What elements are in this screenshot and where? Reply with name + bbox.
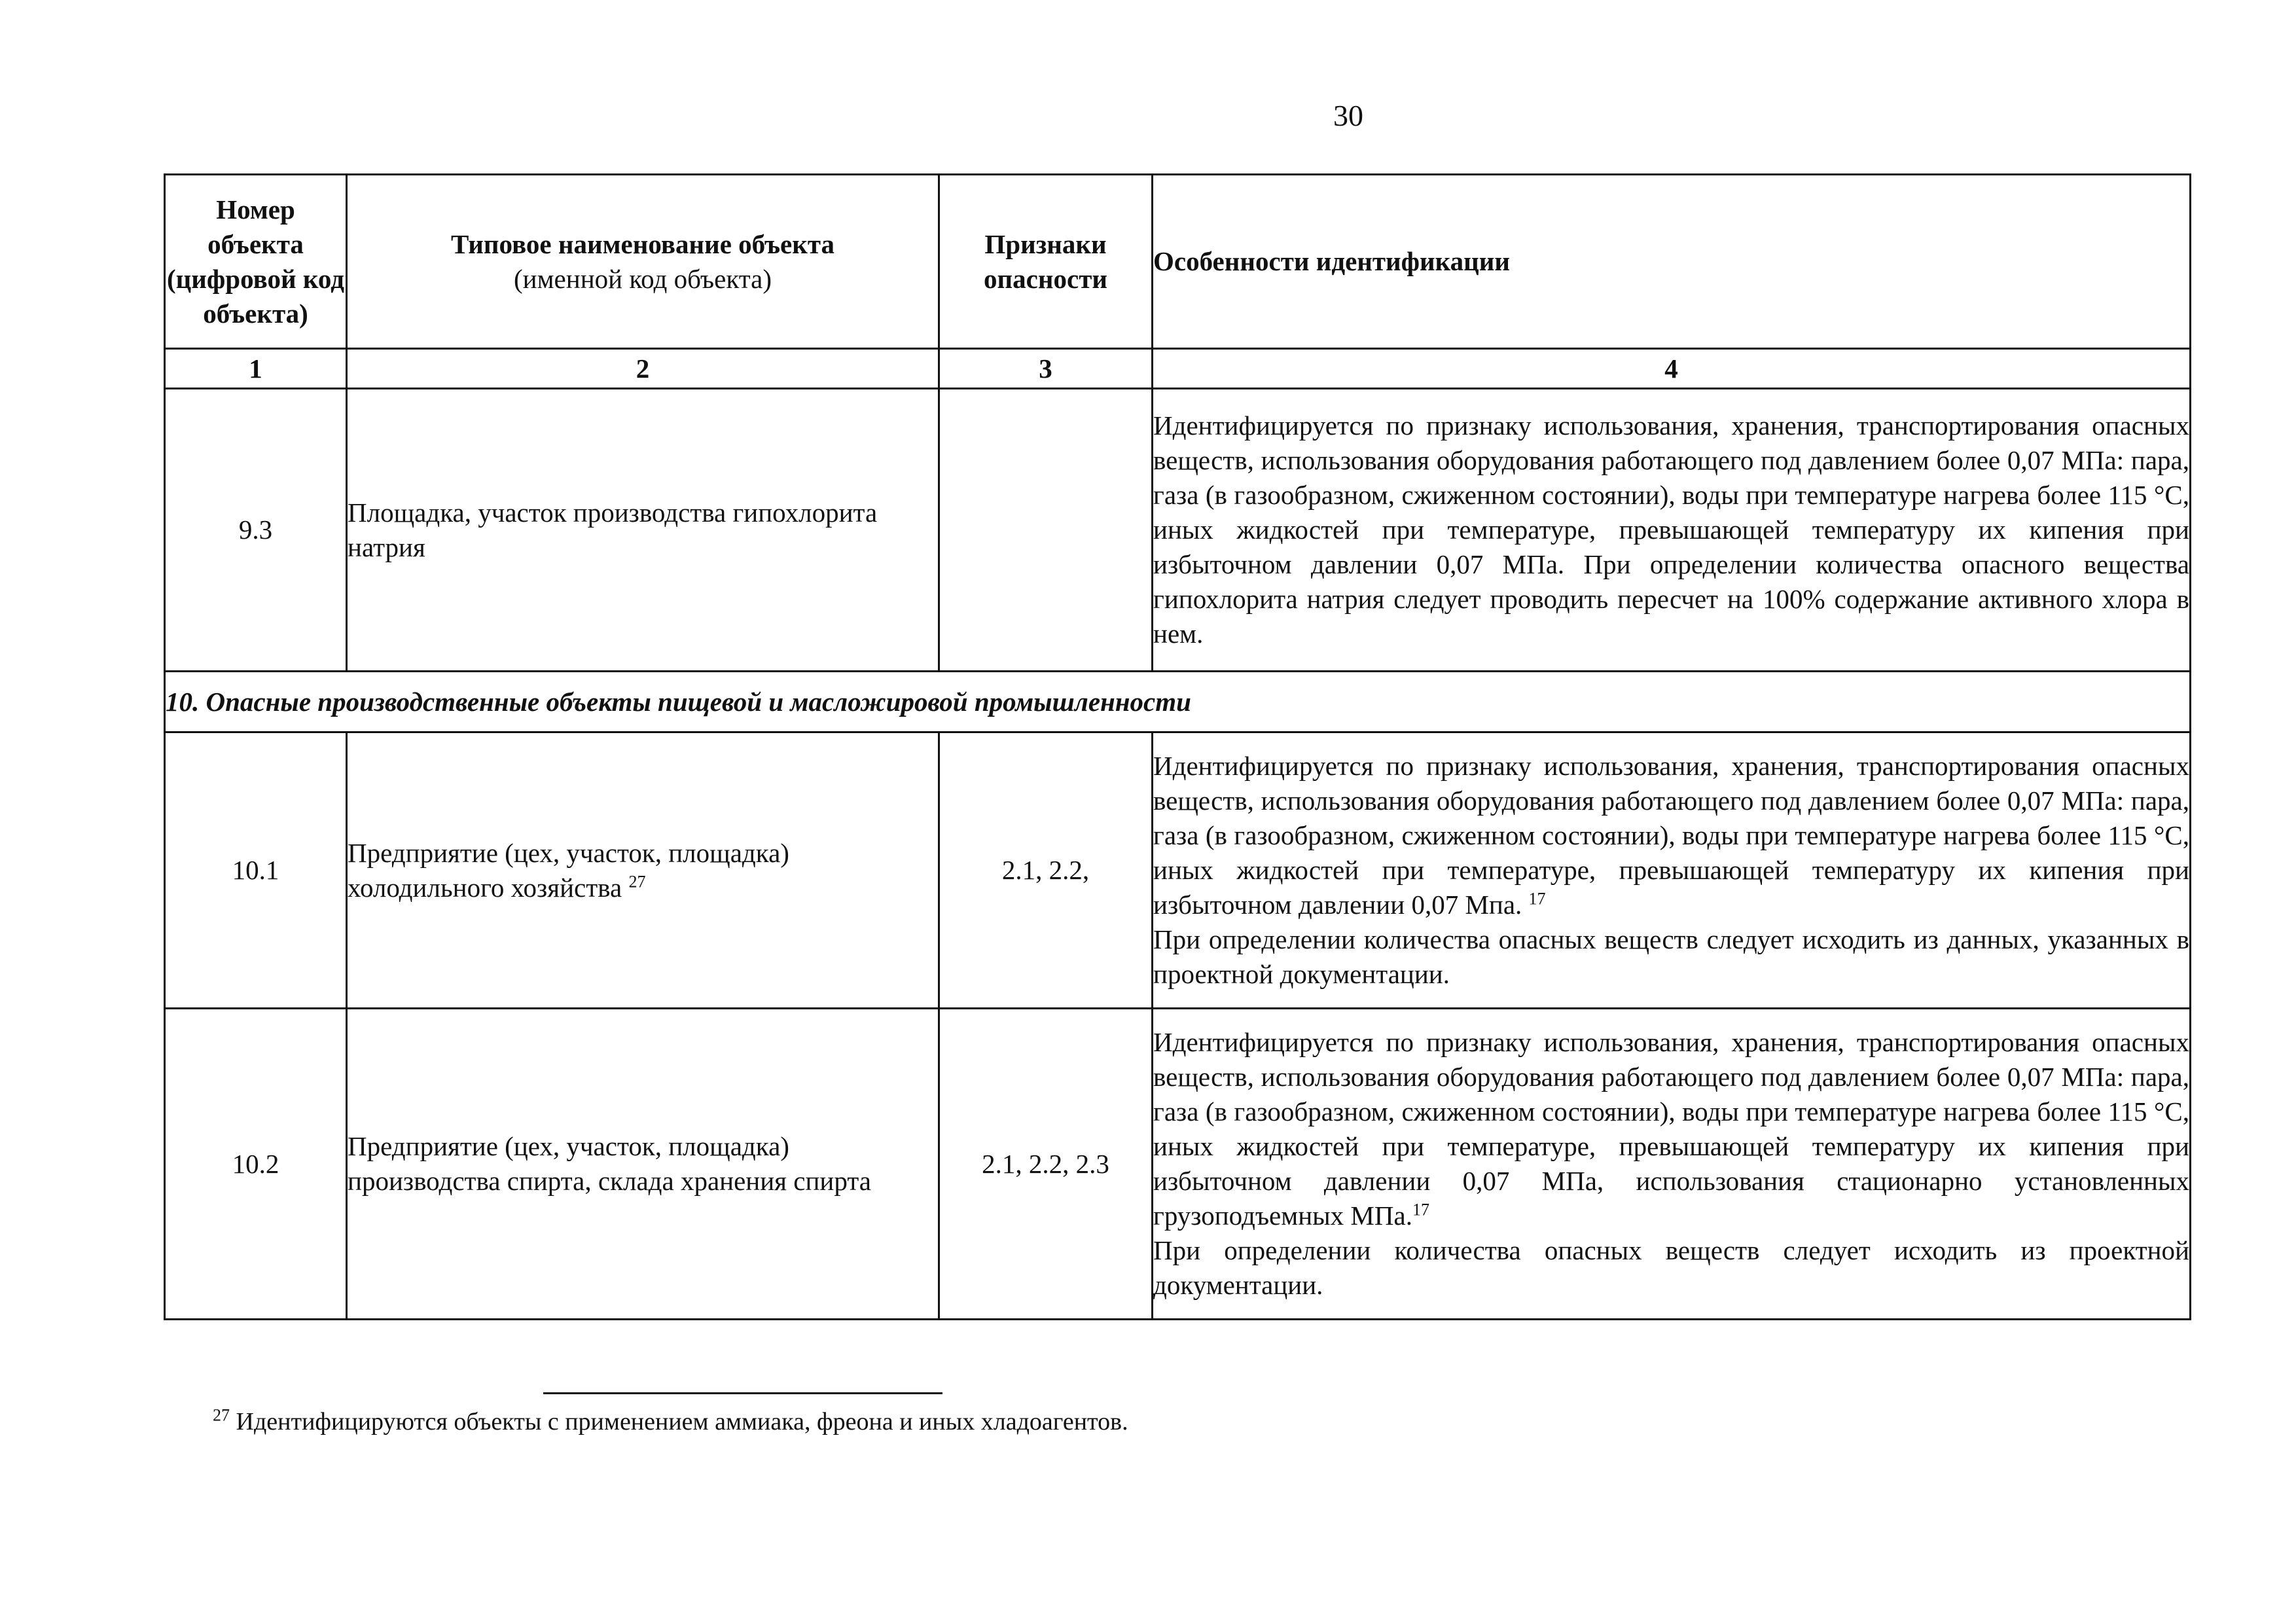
column-number-row	[165, 349, 2191, 389]
header-object-name: Типовое наименование объекта (именной код объекта)	[347, 175, 939, 349]
footnote-separator	[543, 1392, 942, 1394]
footnote	[213, 1406, 1128, 1437]
table-row	[165, 732, 2191, 1009]
footnote-reference: 17	[1528, 889, 1546, 909]
object-name: Предприятие (цех, участок, площадка) холодильного хозяйства $^{27}$	[347, 732, 939, 1009]
identification-text: Идентифицируется по признаку использования, хранения, транспортирования опасных веществ, использования оборудования работающего под давлением более 0,07 МПа: пара, газа (в газообразном, сжиженном состоянии), воды при температуре нагрева более 115 °С, иных жидкостей при температуре, превышающей температуру их кипения при избыточном давлении 0,07 Мпа. $^{17}$	[1153, 751, 2189, 920]
column-number: 4	[1153, 349, 2191, 389]
identification-features	[1153, 389, 2191, 672]
object-number: 10.2	[165, 1009, 347, 1320]
column-number: 1	[165, 349, 347, 389]
hazard-signs	[939, 389, 1153, 672]
identification-features	[1153, 732, 2191, 1009]
header-object-number: Номер объекта (цифровой код объекта)	[165, 175, 347, 349]
hazard-signs: 2.1, 2.2, 2.3	[939, 1009, 1153, 1320]
object-number: 10.1	[165, 732, 347, 1009]
table-row	[165, 1009, 2191, 1320]
section-row	[165, 672, 2191, 732]
footnote-text: Идентифицируются объекты с применением аммиака, фреона и иных хладоагентов.	[236, 1408, 1128, 1435]
object-name: Предприятие (цех, участок, площадка) производства спирта, склада хранения спирта	[347, 1009, 939, 1320]
header-hazard-signs: Признаки опасности	[939, 175, 1153, 349]
column-number: 2	[347, 349, 939, 389]
section-title: 10. Опасные производственные объекты пищевой и масложировой промышленности	[165, 672, 2191, 732]
table-header-row	[165, 175, 2191, 349]
hazard-signs: 2.1, 2.2,	[939, 732, 1153, 1009]
identification-text: Идентифицируется по признаку использования, хранения, транспортирования опасных веществ, использования оборудования работающего под давлением более 0,07 МПа: пара, газа (в газообразном, сжиженном состоянии), воды при температуре нагрева более 115 °С, иных жидкостей при температуре, превышающей температуру их кипения при избыточном давлении 0,07 МПа. При определении количества опасного вещества гипохлорита натрия следует проводить пересчет на 100% содержание активного хлора в нем.	[1153, 410, 2189, 649]
page-number: 30	[1333, 99, 1363, 132]
identification-features	[1153, 1009, 2191, 1320]
identification-text: Идентифицируется по признаку использования, хранения, транспортирования опасных веществ, использования оборудования работающего под давлением более 0,07 МПа: пара, газа (в газообразном, сжиженном состоянии), воды при температуре нагрева более 115 °С, иных жидкостей при температуре, превышающей температуру их кипения при избыточном давлении 0,07 МПа, использования стационарно установленных грузоподъемных МПа.$^{17}$	[1153, 1027, 2189, 1231]
column-number: 3	[939, 349, 1153, 389]
identification-note: При определении количества опасных веществ следует исходить из проектной документации.	[1153, 1235, 2189, 1300]
object-number: 9.3	[165, 389, 347, 672]
identification-note: При определении количества опасных веществ следует исходить из данных, указанных в проектной документации.	[1153, 924, 2189, 989]
header-identification-features: Особенности идентификации	[1153, 175, 2191, 349]
footnote-reference: 17	[1412, 1200, 1429, 1219]
footnote-mark: 27	[213, 1405, 230, 1425]
footnote-reference: 27	[628, 871, 646, 891]
object-name: Площадка, участок производства гипохлорита натрия	[347, 389, 939, 672]
hazard-objects-table	[164, 173, 2191, 1320]
table-row	[165, 389, 2191, 672]
